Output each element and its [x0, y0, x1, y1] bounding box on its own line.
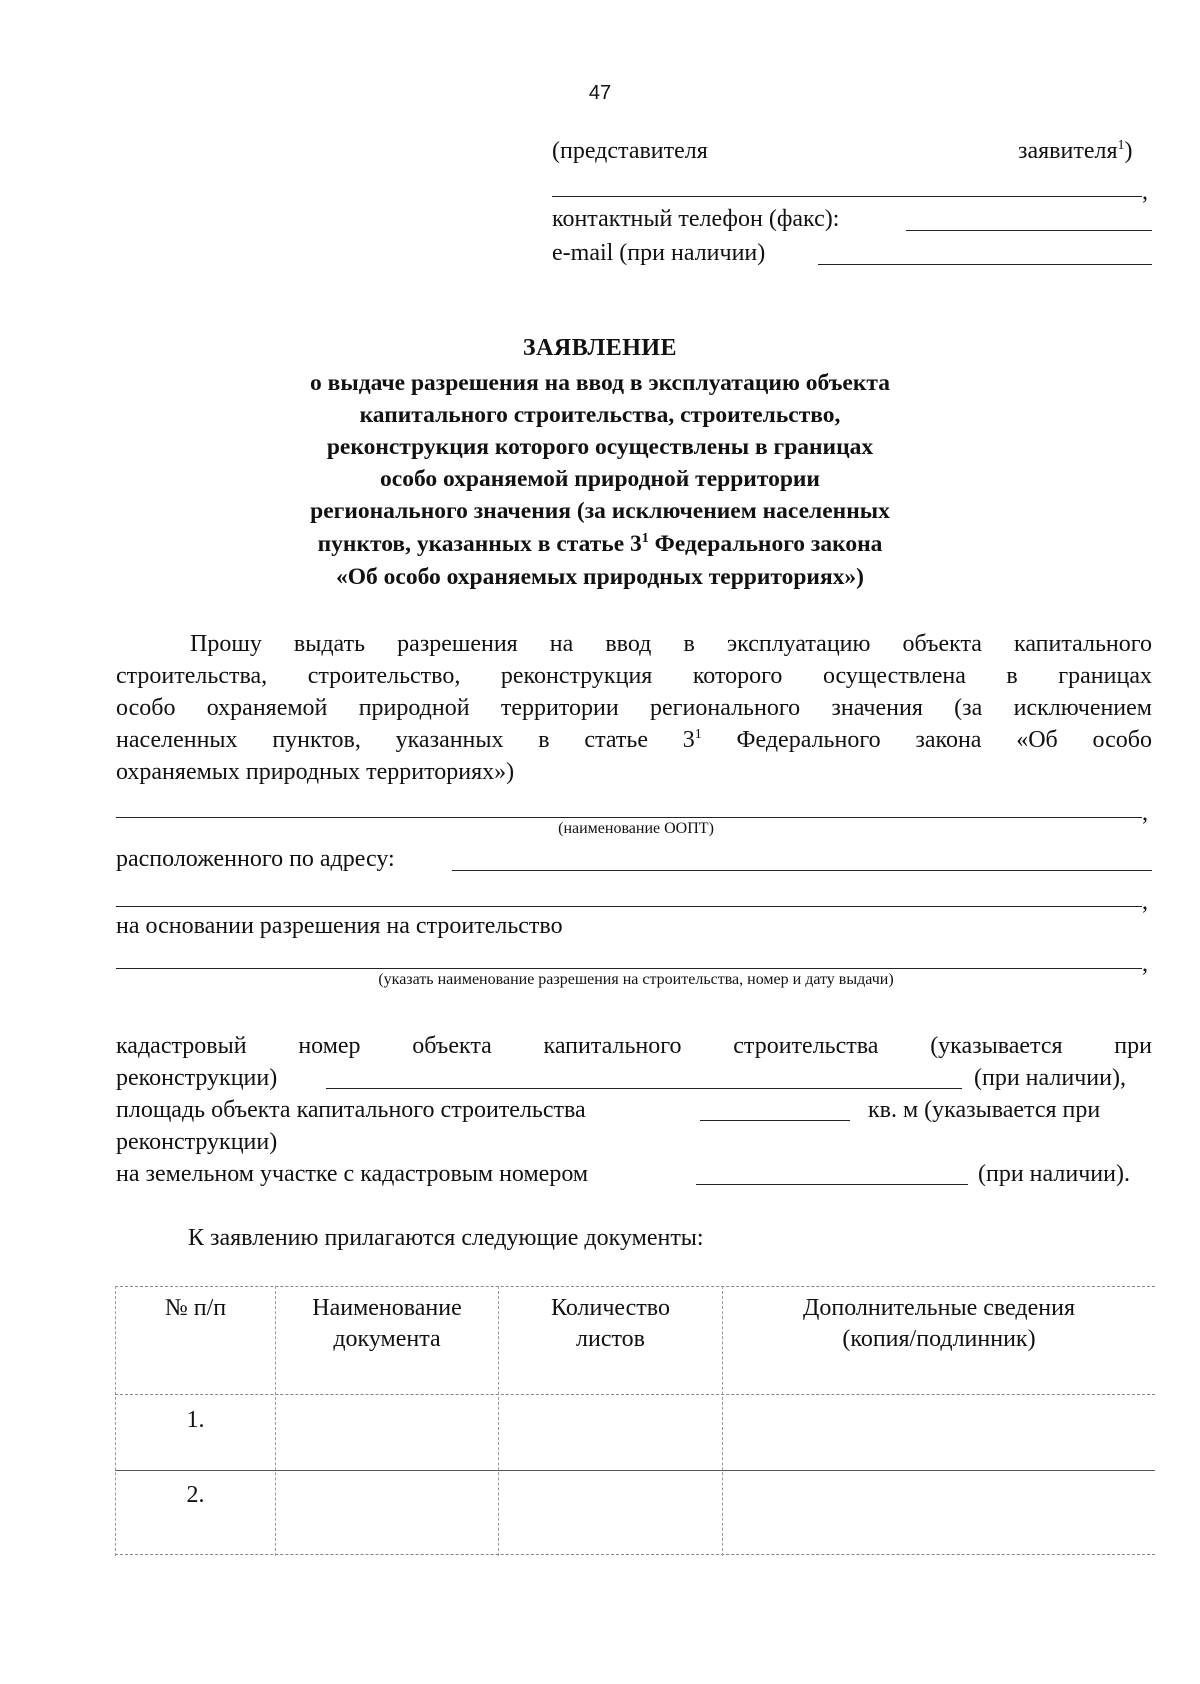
permit-caption: (указать наименование разрешения на строительства, номер и дату выдачи) — [378, 971, 894, 988]
table-border — [115, 1470, 1155, 1471]
paragraph-line: Прошу выдать разрешения на ввод в эксплуатацию объекта капитального — [190, 631, 1152, 657]
representative-input-line[interactable] — [552, 196, 1142, 197]
title-line: капитального строительства, строительство, — [359, 402, 841, 428]
land-label: на земельном участке с кадастровым номером — [116, 1161, 589, 1187]
phone-input-line[interactable] — [906, 230, 1152, 231]
comma: , — [1142, 951, 1148, 977]
comma: , — [1142, 800, 1148, 826]
permit-label: на основании разрешения на строительство — [116, 913, 563, 939]
cadastral-label: реконструкции) — [116, 1065, 278, 1091]
page-number: 47 — [588, 82, 612, 104]
title-line: о выдаче разрешения на ввод в эксплуатацию объекта — [310, 370, 890, 396]
title-line: «Об особо охраняемых природных территориях») — [335, 564, 865, 590]
area-label: площадь объекта капитального строительства — [116, 1097, 586, 1123]
area-input-line[interactable] — [700, 1120, 850, 1121]
paragraph-line: населенных пунктов, указанных в статье $3^1$ Федерального закона «Об особо — [116, 727, 1152, 753]
cadastral-input-line[interactable] — [326, 1088, 962, 1089]
title-heading: ЗАЯВЛЕНИЕ — [522, 335, 678, 361]
row-number-cell: 2. — [186, 1482, 205, 1508]
paragraph-line: строительства, строительство, реконструкция которого осуществлена в границах — [116, 663, 1152, 689]
address-label: расположенного по адресу: — [116, 846, 395, 872]
cadastral-suffix: (при наличии), — [974, 1065, 1126, 1091]
title-line: пунктов, указанных в статье $3^1$ Федерального закона — [317, 531, 883, 557]
document-name-cell[interactable] — [276, 1398, 498, 1468]
area-label-2: реконструкции) — [116, 1129, 278, 1155]
table-header-cell: № п/п — [164, 1295, 227, 1321]
address-input-line[interactable] — [452, 870, 1152, 871]
cadastral-line: кадастровый номер объекта капитального строительства (указывается при — [116, 1033, 1152, 1059]
representative-label-left: (представителя — [552, 138, 708, 164]
table-border — [115, 1286, 1155, 1287]
address-input-line-2[interactable] — [116, 906, 1142, 907]
extra-info-cell[interactable] — [723, 1398, 1155, 1468]
attachments-intro: К заявлению прилагаются следующие документы: — [188, 1225, 704, 1251]
area-suffix: кв. м (указывается при — [868, 1097, 1101, 1123]
paragraph-line: охраняемых природных территориях») — [116, 759, 515, 785]
extra-info-cell[interactable] — [723, 1474, 1155, 1552]
title-line: регионального значения (за исключением населенных — [310, 498, 890, 524]
sheet-count-cell[interactable] — [499, 1474, 722, 1552]
table-border — [115, 1554, 1155, 1555]
email-input-line[interactable] — [818, 264, 1152, 265]
land-input-line[interactable] — [696, 1184, 968, 1185]
oopt-name-input-line[interactable] — [116, 817, 1142, 818]
row-number-cell: 1. — [186, 1407, 205, 1433]
table-header-cell: Дополнительные сведения (копия/подлинник) — [802, 1295, 1075, 1352]
oopt-caption: (наименование ООПТ) — [558, 820, 714, 837]
document-name-cell[interactable] — [276, 1474, 498, 1552]
table-border — [115, 1394, 1155, 1395]
paragraph-line: особо охраняемой природной территории регионального значения (за исключением — [116, 695, 1152, 721]
representative-label-right: заявителя$^1$) — [1018, 138, 1133, 164]
sheet-count-cell[interactable] — [499, 1398, 722, 1468]
title-line: особо охраняемой природной территории — [380, 466, 820, 492]
table-header-cell: Наименование документа — [312, 1295, 462, 1352]
title-line: реконструкция которого осуществлены в границах — [326, 434, 874, 460]
comma: , — [1142, 889, 1148, 915]
phone-label: контактный телефон (факс): — [552, 206, 840, 232]
email-label: e-mail (при наличии) — [552, 240, 766, 266]
permit-input-line[interactable] — [116, 968, 1142, 969]
comma: , — [1142, 179, 1148, 205]
land-suffix: (при наличии). — [978, 1161, 1130, 1187]
table-header-cell: Количество листов — [551, 1295, 670, 1352]
